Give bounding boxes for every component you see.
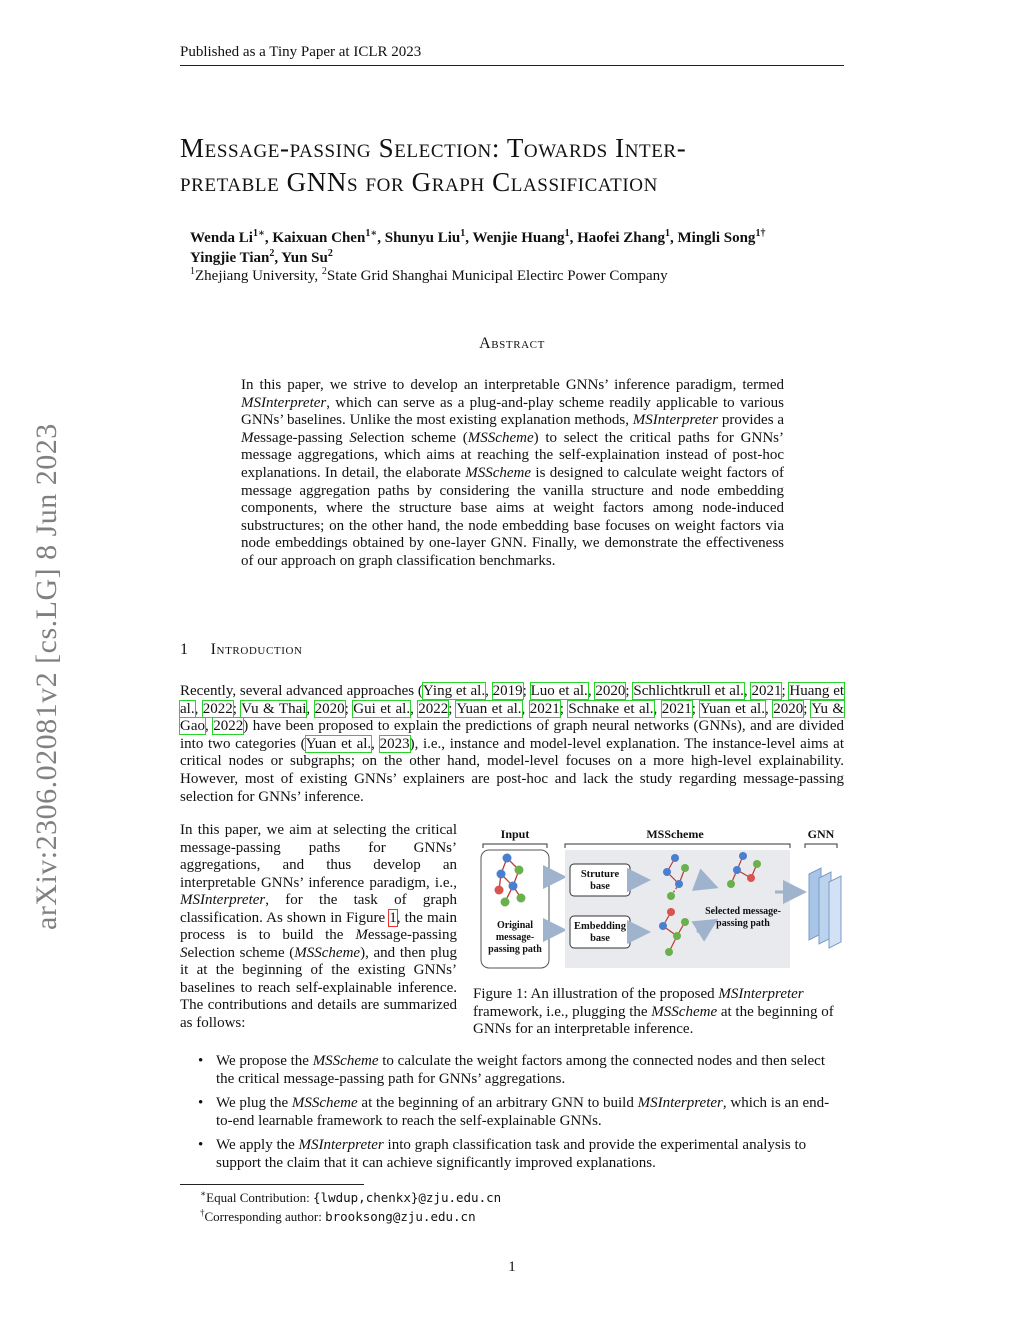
header-rule xyxy=(180,65,844,66)
label-original-2: message- xyxy=(495,932,535,943)
author-affil-mark: 1 xyxy=(564,228,570,239)
abstract-body xyxy=(241,377,784,571)
term-msscheme: MSScheme xyxy=(312,1053,379,1069)
abstract-text: essage-passing xyxy=(253,429,350,446)
title-line-1: Message-passing Selection: Towards Inter- xyxy=(180,133,687,163)
author-name: Yun Su xyxy=(281,250,328,266)
affiliations xyxy=(190,267,668,286)
email-address: brooksong@zju.edu.cn xyxy=(325,1209,476,1224)
acronym-letter: M xyxy=(355,927,368,943)
author-name: Haofei Zhang xyxy=(577,230,665,246)
citation-link[interactable]: 2022 xyxy=(213,718,244,735)
abstract-text: In this paper, we strive to develop an interpretable GNNs’ inference paradigm, termed xyxy=(241,377,784,393)
msscheme-bracket xyxy=(565,844,790,848)
label-selected-2: passing path xyxy=(716,918,770,929)
label-structure-1: Struture xyxy=(580,869,620,880)
author-affil-mark: 1 xyxy=(252,228,258,239)
caption-text: framework, i.e., plugging the xyxy=(473,1003,652,1020)
author-name: Yingjie Tian xyxy=(190,250,270,266)
abstract-text: is designed to calculate weight factors of message aggregation paths by considering the vanilla structure and node embedding components, where the structure base aims at weight factors among node-induced substructures; on the other hand, the node embedding base focuses on weight factors via node embeddings obtained by one-layer GNN. Finally, we demonstrate the effectiveness of our approach on graph classification benchmarks. xyxy=(241,464,784,569)
label-embedding-2: base xyxy=(590,933,610,944)
figure-1-caption xyxy=(473,986,844,1039)
abstract-text: provides a xyxy=(718,412,784,429)
paragraph-text: , for the task of graph classification. As shown in Figure xyxy=(180,892,457,926)
citation-link[interactable]: Schlichtkrull et al. xyxy=(633,683,744,699)
citation-link[interactable]: 2022 xyxy=(202,700,233,717)
footnote-mark: † xyxy=(200,1207,205,1218)
footnote-text: Corresponding author: xyxy=(204,1209,326,1224)
acronym-letter: S xyxy=(180,944,188,961)
list-text: into graph classification task and provide the experimental analysis to support the claim that it can achieve significantly improved explanations. xyxy=(216,1137,807,1171)
citation-link[interactable]: Yu & Gao xyxy=(180,700,845,735)
citation-link[interactable]: Luo et al. xyxy=(530,683,588,699)
list-text: , which is an end-to-end learnable framework to reach the self-explainable GNNs. xyxy=(216,1095,830,1129)
citation-link[interactable]: 2021 xyxy=(661,700,692,717)
list-item xyxy=(198,1137,844,1172)
footnote-corresponding-author xyxy=(200,1209,476,1225)
affil-mark: 1 xyxy=(190,266,195,277)
section-number: 1 xyxy=(180,641,189,658)
figure-label-input: Input xyxy=(500,827,530,841)
list-item xyxy=(198,1095,844,1130)
intro-paragraph-2 xyxy=(180,822,457,1032)
abstract-text: , which can serve as a plug-and-play scheme readily applicable to various GNNs’ baselines. Unlike the most existing explanation methods, xyxy=(241,394,784,429)
list-text: to calculate the weight factors among the connected nodes and then select the critical message-passing path for GNNs’ aggregations. xyxy=(216,1053,825,1087)
acronym-letter: S xyxy=(349,429,357,446)
section-heading-introduction xyxy=(180,641,303,659)
term-msinterpreter: MSInterpreter xyxy=(180,892,266,908)
label-embedding-1: Embedding xyxy=(574,921,626,932)
label-selected-1: Selected message- xyxy=(705,906,781,917)
citation-link[interactable]: 2020 xyxy=(773,700,804,717)
footnote-rule xyxy=(180,1184,364,1185)
paragraph-text: ), and then plug it at the beginning of the existing GNNs’ baselines to reach self-explainable inference. The contributions and details are summarized as follows: xyxy=(180,944,457,1031)
term-msinterpreter: MSInterpreter xyxy=(632,412,719,429)
citation-link[interactable]: Gui et al. xyxy=(353,700,411,717)
contribution-list xyxy=(198,1053,844,1180)
citation-link[interactable]: Schnake et al. xyxy=(568,700,654,717)
abstract-heading: Abstract xyxy=(479,335,545,352)
paragraph-text: , the main process is to build the xyxy=(180,909,457,943)
label-original-1: Original xyxy=(496,920,534,931)
input-bracket xyxy=(483,844,547,848)
author-affil-mark: 1 xyxy=(755,228,761,239)
citation-link[interactable]: 2020 xyxy=(314,700,345,717)
footnote-equal-contribution xyxy=(200,1190,501,1206)
citation-link[interactable]: Huang et al. xyxy=(180,683,845,717)
citation-link[interactable]: 2022 xyxy=(418,700,449,717)
footnote-mark: ∗ xyxy=(200,1188,207,1199)
citation-link[interactable]: 2021 xyxy=(751,683,782,699)
citation-link[interactable]: Vu & Thai xyxy=(241,700,307,717)
intro-paragraph-1: Recently, several advanced approaches (Ying et al., 2019; Luo et al., 2020; Schlichtkrull et al., 2021; Huang et al., 2022; Vu & Thai, 2020; Gui et al., 2022; Yuan et al., 2021; Schnake et al., 2021; Yuan et al., 2020; Yu & Gao, 2022) have been proposed to explain the predictions of graph neural networks (GNNs), and are divided into two categories (Yuan et al., 2023), i.e., instance and model-level explanation. The instance-level aims at critical nodes or subgraphs; on the other hand, model-level focuses on a more high-level explainability. However, most of existing GNNs’ explainers are post-hoc and lack the study regarding message-passing selection for GNNs’ inference. xyxy=(180,683,845,805)
bullet-icon: • xyxy=(198,1095,204,1112)
affil-mark: 2 xyxy=(321,266,327,277)
author-affil-mark: 1 xyxy=(460,228,466,239)
term-msscheme: MSScheme xyxy=(294,944,361,961)
author-affil-mark: 1 xyxy=(665,228,670,239)
list-text: We plug the xyxy=(216,1095,292,1112)
affiliation-1: Zhejiang University, xyxy=(195,268,322,284)
acronym-letter: M xyxy=(241,429,254,446)
citation-link[interactable]: Yuan et al. xyxy=(305,735,372,752)
figure-reference-link[interactable]: 1 xyxy=(389,909,397,926)
running-header: Published as a Tiny Paper at ICLR 2023 xyxy=(180,44,422,60)
list-item xyxy=(198,1053,844,1088)
paragraph-text: ) have been proposed to explain the predictions of graph neural networks (GNNs), and are divided into two categories ( xyxy=(180,718,845,752)
term-msinterpreter: MSInterpreter xyxy=(718,986,804,1002)
equal-contribution-mark: ∗ xyxy=(257,228,265,239)
figure-label-msscheme: MSScheme xyxy=(646,827,704,841)
gnn-layer-stack xyxy=(809,868,841,948)
author-name: Shunyu Liu xyxy=(384,230,461,246)
term-msscheme: MSScheme xyxy=(467,429,534,446)
citation-link[interactable]: Yuan et al. xyxy=(456,700,522,717)
affiliation-2: State Grid Shanghai Municipal Electirc Power Company xyxy=(326,268,668,284)
equal-contribution-mark: ∗ xyxy=(370,228,378,239)
caption-text: Figure 1: An illustration of the proposed xyxy=(473,986,719,1002)
author-list: Wenda $Li^{1∗}$, Kaixuan Chen$^{1∗}$, Shunyu Liu$^1$, Wenjie Huang$^1$, Haofei Zhang$^1$, Mingli Song$^{1\dagger}$ Yingjie Tian$^2$, Yun Su$^2$ xyxy=(190,228,766,266)
term-msscheme: MSScheme xyxy=(651,1003,718,1020)
caption-text: at the beginning of GNNs for an interpretable inference. xyxy=(473,1003,834,1038)
paragraph-text: ), i.e., instance and model-level explanation. The instance-level aims at critical nodes or subgraphs; on the other hand, model-level focuses on a more high-level explainability. However, most of existing GNNs’ explainers are post-hoc and lack the study regarding message-passing selection for GNNs’ inference. xyxy=(180,735,844,805)
abstract-text: ) to select the critical paths for GNNs’ message aggregations, which aims at reaching the self-explaination instead of post-hoc explanations. In detail, the elaborate xyxy=(241,429,784,481)
section-title: Introduction xyxy=(210,641,303,658)
arxiv-stamp: arXiv:2306.02081v2 [cs.LG] 8 Jun 2023 xyxy=(30,423,63,930)
citation-link[interactable]: Yuan et al. xyxy=(699,700,765,717)
author-affil-mark: 2 xyxy=(269,248,275,259)
gnn-bracket xyxy=(805,844,837,848)
paragraph-text: Recently, several advanced approaches ( xyxy=(180,683,423,699)
label-structure-2: base xyxy=(590,881,610,892)
citation-link[interactable]: 2019 xyxy=(492,683,523,699)
term-msscheme: MSScheme xyxy=(465,464,532,481)
paragraph-text: election scheme ( xyxy=(187,944,295,961)
author-affil-mark: 1 xyxy=(365,228,371,239)
author-name: Mingli Song xyxy=(677,230,756,246)
list-text: at the beginning of an arbitrary GNN to build xyxy=(357,1095,638,1112)
corresponding-mark: † xyxy=(760,228,766,239)
citation-link[interactable]: Ying et al. xyxy=(422,683,486,699)
paragraph-text: In this paper, we aim at selecting the critical message-passing paths for GNNs’ aggregations, and thus develop an interpretable GNNs’ inference paradigm, i.e., xyxy=(180,822,457,891)
paper-title xyxy=(180,131,850,199)
label-original-3: passing path xyxy=(488,944,542,955)
term-msinterpreter: MSInterpreter xyxy=(241,394,327,411)
figure-1-diagram xyxy=(475,822,845,972)
list-text: We propose the xyxy=(216,1053,313,1069)
term-msinterpreter: MSInterpreter xyxy=(637,1095,723,1112)
page-number: 1 xyxy=(508,1259,516,1275)
paragraph-text: essage-passing xyxy=(367,927,457,943)
author-name: Wenda Li xyxy=(190,230,253,246)
list-text: We apply the xyxy=(216,1137,299,1154)
bullet-icon: • xyxy=(198,1053,204,1069)
figure-label-gnn: GNN xyxy=(807,827,835,841)
citation-link[interactable]: 2020 xyxy=(595,683,626,699)
author-name: Kaixuan Chen xyxy=(272,230,366,246)
term-msscheme: MSScheme xyxy=(291,1095,358,1112)
bullet-icon: • xyxy=(198,1137,204,1154)
title-line-2: pretable GNNs for Graph Classification xyxy=(180,167,658,197)
author-affil-mark: 2 xyxy=(327,248,333,259)
citation-link[interactable]: 2021 xyxy=(529,700,560,717)
footnote-text: Equal Contribution: xyxy=(206,1190,314,1205)
term-msinterpreter: MSInterpreter xyxy=(298,1137,384,1154)
citation-link[interactable]: 2023 xyxy=(379,735,410,752)
abstract-text: election scheme ( xyxy=(356,429,468,446)
email-address: {lwdup,chenkx}@zju.edu.cn xyxy=(313,1190,502,1205)
author-name: Wenjie Huang xyxy=(472,230,565,246)
